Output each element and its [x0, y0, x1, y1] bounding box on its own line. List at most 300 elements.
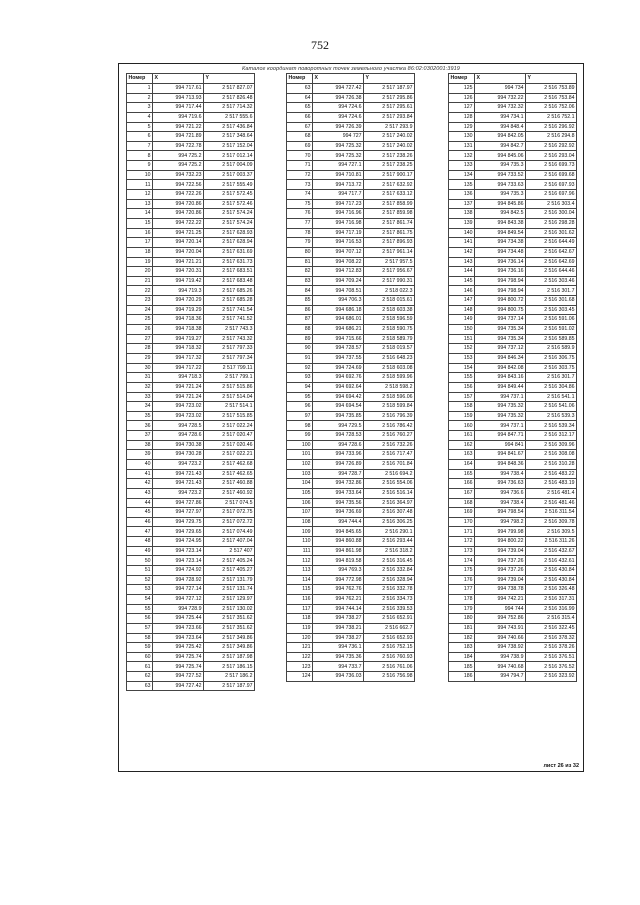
point-number: 50	[127, 556, 153, 566]
table-row	[127, 498, 255, 508]
y-coordinate: 2 516 311.54	[526, 508, 577, 518]
table-row	[287, 286, 415, 296]
column-header-y: Y	[526, 74, 577, 84]
table-row	[127, 286, 255, 296]
table-row	[449, 257, 577, 267]
y-coordinate: 2 517 349.86	[204, 633, 255, 643]
y-coordinate: 2 517 631.69	[204, 247, 255, 257]
x-coordinate: 994 718.32	[153, 344, 204, 354]
point-number: 81	[287, 257, 313, 267]
table-row	[449, 190, 577, 200]
table-row	[127, 440, 255, 450]
table-row	[449, 498, 577, 508]
x-coordinate: 994 736.6	[475, 488, 526, 498]
y-coordinate: 2 517 900.17	[364, 170, 415, 180]
column-header-number: Номер	[127, 74, 153, 84]
x-coordinate: 994 717.22	[153, 363, 204, 373]
table-row	[287, 402, 415, 412]
x-coordinate: 994 725.42	[153, 643, 204, 653]
y-coordinate: 2 517 990.31	[364, 276, 415, 286]
point-number: 62	[127, 672, 153, 682]
y-coordinate: 2 517 129.97	[204, 594, 255, 604]
point-number: 172	[449, 537, 475, 547]
point-number: 22	[127, 286, 153, 296]
table-row	[287, 604, 415, 614]
x-coordinate: 994 738.21	[313, 623, 364, 633]
table-row	[449, 575, 577, 585]
point-number: 117	[287, 604, 313, 614]
point-number: 178	[449, 594, 475, 604]
y-coordinate: 2 516 318.2	[364, 546, 415, 556]
x-coordinate: 994 725.74	[153, 662, 204, 672]
x-coordinate: 994 740.66	[475, 633, 526, 643]
y-coordinate: 2 517 683.51	[204, 267, 255, 277]
y-coordinate: 2 516 432.67	[526, 546, 577, 556]
x-coordinate: 994 730.38	[153, 440, 204, 450]
x-coordinate: 994 735.3	[475, 190, 526, 200]
x-coordinate: 994 723.14	[153, 556, 204, 566]
y-coordinate: 2 516 310.28	[526, 459, 577, 469]
y-coordinate: 2 517 351.62	[204, 614, 255, 624]
table-row	[127, 373, 255, 383]
table-row	[449, 276, 577, 286]
point-number: 36	[127, 421, 153, 431]
point-number: 70	[287, 151, 313, 161]
point-number: 7	[127, 141, 153, 151]
y-coordinate: 2 518 022.3	[364, 286, 415, 296]
point-number: 69	[287, 141, 313, 151]
x-coordinate: 994 710.81	[313, 170, 364, 180]
point-number: 183	[449, 643, 475, 653]
y-coordinate: 2 516 301.62	[526, 228, 577, 238]
x-coordinate: 994 729.65	[153, 527, 204, 537]
point-number: 91	[287, 353, 313, 363]
sheet-label: лист 26 из 32	[543, 763, 579, 769]
x-coordinate: 994 727.97	[153, 508, 204, 518]
x-coordinate: 994 735.34	[475, 325, 526, 335]
y-coordinate: 2 516 701.84	[364, 459, 415, 469]
y-coordinate: 2 517 628.94	[204, 238, 255, 248]
x-coordinate: 994 737.1	[475, 421, 526, 431]
table-row	[127, 672, 255, 682]
y-coordinate: 2 516 541.06	[526, 402, 577, 412]
point-number: 102	[287, 459, 313, 469]
y-coordinate: 2 517 896.93	[364, 238, 415, 248]
point-number: 164	[449, 459, 475, 469]
point-number: 48	[127, 537, 153, 547]
x-coordinate: 994 732.23	[153, 170, 204, 180]
x-coordinate: 994 722.26	[153, 190, 204, 200]
table-row	[287, 392, 415, 402]
point-number: 32	[127, 382, 153, 392]
y-coordinate: 2 516 432.61	[526, 556, 577, 566]
table-header-row	[287, 74, 415, 84]
y-coordinate: 2 517 956.67	[364, 267, 415, 277]
x-coordinate: 994 727.86	[153, 498, 204, 508]
y-coordinate: 2 517 020.46	[204, 440, 255, 450]
table-row	[127, 392, 255, 402]
table-row	[127, 623, 255, 633]
x-coordinate: 994 686.21	[313, 325, 364, 335]
table-row	[449, 103, 577, 113]
x-coordinate: 994 800.75	[475, 305, 526, 315]
y-coordinate: 2 517 572.45	[204, 190, 255, 200]
y-coordinate: 2 518 019.57	[364, 344, 415, 354]
point-number: 180	[449, 614, 475, 624]
table-row	[287, 527, 415, 537]
table-row	[127, 450, 255, 460]
coordinate-table	[448, 73, 577, 682]
table-row	[127, 681, 255, 691]
point-number: 65	[287, 103, 313, 113]
table-row	[449, 652, 577, 662]
y-coordinate: 2 516 326.48	[526, 585, 577, 595]
y-coordinate: 2 516 752.1	[526, 112, 577, 122]
x-coordinate: 994 722.56	[153, 180, 204, 190]
table-row	[127, 238, 255, 248]
y-coordinate: 2 517 827.07	[204, 84, 255, 94]
point-number: 74	[287, 190, 313, 200]
y-coordinate: 2 516 642.67	[526, 247, 577, 257]
x-coordinate: 994 725.74	[153, 652, 204, 662]
y-coordinate: 2 516 293.04	[526, 151, 577, 161]
table-row	[449, 517, 577, 527]
table-row	[287, 325, 415, 335]
y-coordinate: 2 516 298.28	[526, 218, 577, 228]
y-coordinate: 2 516 430.84	[526, 566, 577, 576]
table-row	[449, 546, 577, 556]
x-coordinate: 994 730.28	[153, 450, 204, 460]
point-number: 30	[127, 363, 153, 373]
point-number: 34	[127, 402, 153, 412]
x-coordinate: 994 744.14	[313, 604, 364, 614]
point-number: 141	[449, 238, 475, 248]
table-row	[127, 103, 255, 113]
x-coordinate: 994 717.19	[313, 228, 364, 238]
x-coordinate: 994 843.38	[475, 218, 526, 228]
point-number: 2	[127, 93, 153, 103]
point-number: 185	[449, 662, 475, 672]
x-coordinate: 994 798.94	[475, 276, 526, 286]
y-coordinate: 2 517 405.27	[204, 566, 255, 576]
table-row	[287, 479, 415, 489]
table-row	[449, 209, 577, 219]
table-row	[127, 199, 255, 209]
y-coordinate: 2 516 303.46	[526, 276, 577, 286]
point-number: 11	[127, 180, 153, 190]
y-coordinate: 2 517 555.6	[204, 112, 255, 122]
table-row	[127, 508, 255, 518]
x-coordinate: 994 723.02	[153, 411, 204, 421]
point-number: 8	[127, 151, 153, 161]
x-coordinate: 994 744.4	[313, 517, 364, 527]
y-coordinate: 2 517 826.48	[204, 93, 255, 103]
x-coordinate: 994 725.44	[153, 614, 204, 624]
x-coordinate: 994 724.92	[153, 566, 204, 576]
point-number: 135	[449, 180, 475, 190]
table-row	[287, 267, 415, 277]
y-coordinate: 2 517 514.1	[204, 402, 255, 412]
y-coordinate: 2 516 296.92	[526, 122, 577, 132]
y-coordinate: 2 516 309.96	[526, 440, 577, 450]
x-coordinate: 994 762.21	[313, 594, 364, 604]
x-coordinate: 994 842.08	[475, 363, 526, 373]
table-row	[287, 228, 415, 238]
table-row	[127, 411, 255, 421]
y-coordinate: 2 517 741.54	[204, 305, 255, 315]
x-coordinate: 994 737.26	[475, 566, 526, 576]
y-coordinate: 2 516 316.45	[364, 556, 415, 566]
point-number: 67	[287, 122, 313, 132]
point-number: 64	[287, 93, 313, 103]
table-row	[127, 305, 255, 315]
y-coordinate: 2 516 752.06	[526, 103, 577, 113]
x-coordinate: 994 723.02	[153, 402, 204, 412]
page-number: 752	[311, 38, 329, 52]
y-coordinate: 2 518 590.75	[364, 325, 415, 335]
column-header-x: X	[313, 74, 364, 84]
x-coordinate: 994 723.66	[153, 623, 204, 633]
table-row	[287, 315, 415, 325]
table-row	[127, 141, 255, 151]
y-coordinate: 2 516 732.26	[364, 440, 415, 450]
point-number: 182	[449, 633, 475, 643]
x-coordinate: 994 740.68	[475, 662, 526, 672]
y-coordinate: 2 517 405.24	[204, 556, 255, 566]
x-coordinate: 994 769.3	[313, 566, 364, 576]
y-coordinate: 2 518 599.96	[364, 373, 415, 383]
table-row	[449, 373, 577, 383]
point-number: 145	[449, 276, 475, 286]
x-coordinate: 994 723.2	[153, 488, 204, 498]
point-number: 137	[449, 199, 475, 209]
x-coordinate: 994 728.6	[313, 440, 364, 450]
point-number: 112	[287, 556, 313, 566]
y-coordinate: 2 517 003.37	[204, 170, 255, 180]
column-header-y: Y	[204, 74, 255, 84]
point-number: 130	[449, 132, 475, 142]
y-coordinate: 2 516 376.52	[526, 662, 577, 672]
x-coordinate: 994 722.78	[153, 141, 204, 151]
table-row	[127, 132, 255, 142]
x-coordinate: 994 735.32	[475, 402, 526, 412]
x-coordinate: 994 725.32	[313, 151, 364, 161]
table-row	[287, 132, 415, 142]
table-row	[449, 334, 577, 344]
table-row	[127, 315, 255, 325]
table-header-row	[449, 74, 577, 84]
y-coordinate: 2 516 644.49	[526, 238, 577, 248]
point-number: 28	[127, 344, 153, 354]
point-number: 33	[127, 392, 153, 402]
x-coordinate: 994 716.96	[313, 209, 364, 219]
x-coordinate: 994 721.24	[153, 382, 204, 392]
x-coordinate: 994 727.12	[153, 594, 204, 604]
x-coordinate: 994 717.44	[153, 103, 204, 113]
y-coordinate: 2 517 628.93	[204, 228, 255, 238]
x-coordinate: 994 847.71	[475, 431, 526, 441]
y-coordinate: 2 516 717.47	[364, 450, 415, 460]
y-coordinate: 2 516 334.73	[364, 594, 415, 604]
table-row	[127, 151, 255, 161]
x-coordinate: 994 743.91	[475, 623, 526, 633]
table-row	[127, 604, 255, 614]
point-number: 72	[287, 170, 313, 180]
y-coordinate: 2 516 786.42	[364, 421, 415, 431]
y-coordinate: 2 517 131.74	[204, 585, 255, 595]
x-coordinate: 994 735.85	[313, 411, 364, 421]
y-coordinate: 2 517 349.86	[204, 643, 255, 653]
x-coordinate: 994 735.34	[475, 334, 526, 344]
y-coordinate: 2 517 462.68	[204, 459, 255, 469]
y-coordinate: 2 516 309.5	[526, 527, 577, 537]
point-number: 52	[127, 575, 153, 585]
table-row	[449, 296, 577, 306]
table-row	[287, 546, 415, 556]
point-number: 6	[127, 132, 153, 142]
coordinate-table	[126, 73, 255, 691]
point-number: 55	[127, 604, 153, 614]
point-number: 118	[287, 614, 313, 624]
point-number: 181	[449, 623, 475, 633]
table-row	[449, 604, 577, 614]
y-coordinate: 2 516 304.86	[526, 382, 577, 392]
x-coordinate: 994 841.67	[475, 450, 526, 460]
y-coordinate: 2 516 756.98	[364, 672, 415, 682]
x-coordinate: 994 721.43	[153, 479, 204, 489]
point-number: 125	[449, 84, 475, 94]
table-row	[449, 325, 577, 335]
x-coordinate: 994 846.34	[475, 353, 526, 363]
table-row	[287, 623, 415, 633]
table-row	[287, 238, 415, 248]
y-coordinate: 2 517 515.85	[204, 411, 255, 421]
y-coordinate: 2 518 589.79	[364, 334, 415, 344]
y-coordinate: 2 516 306.25	[364, 517, 415, 527]
y-coordinate: 2 517 020.47	[204, 431, 255, 441]
table-row	[449, 440, 577, 450]
point-number: 157	[449, 392, 475, 402]
table-row	[449, 623, 577, 633]
point-number: 176	[449, 575, 475, 585]
table-row	[449, 363, 577, 373]
table-row	[449, 305, 577, 315]
table-row	[287, 199, 415, 209]
x-coordinate: 994 762.76	[313, 585, 364, 595]
point-number: 96	[287, 402, 313, 412]
x-coordinate: 994 725.2	[153, 151, 204, 161]
point-number: 103	[287, 469, 313, 479]
point-number: 153	[449, 353, 475, 363]
x-coordinate: 994 732.32	[475, 103, 526, 113]
y-coordinate: 2 516 516.14	[364, 488, 415, 498]
y-coordinate: 2 516 539.34	[526, 421, 577, 431]
y-coordinate: 2 517 012.14	[204, 151, 255, 161]
point-number: 80	[287, 247, 313, 257]
coordinate-table-part-1	[126, 73, 254, 691]
table-row	[287, 517, 415, 527]
point-number: 46	[127, 517, 153, 527]
table-row	[127, 643, 255, 653]
point-number: 151	[449, 334, 475, 344]
point-number: 154	[449, 363, 475, 373]
x-coordinate: 994 719.42	[153, 276, 204, 286]
table-row	[287, 556, 415, 566]
table-row	[127, 652, 255, 662]
coordinate-table-part-2	[286, 73, 414, 682]
y-coordinate: 2 517 957.5	[364, 257, 415, 267]
y-coordinate: 2 516 589.9	[526, 344, 577, 354]
y-coordinate: 2 516 796.39	[364, 411, 415, 421]
table-row	[127, 209, 255, 219]
table-row	[449, 672, 577, 682]
y-coordinate: 2 517 407.04	[204, 537, 255, 547]
x-coordinate: 994 736.69	[313, 508, 364, 518]
point-number: 147	[449, 296, 475, 306]
table-row	[287, 459, 415, 469]
point-number: 165	[449, 469, 475, 479]
y-coordinate: 2 516 312.17	[526, 431, 577, 441]
x-coordinate: 994 720.86	[153, 199, 204, 209]
x-coordinate: 994 737.1	[475, 392, 526, 402]
y-coordinate: 2 516 322.45	[526, 623, 577, 633]
x-coordinate: 994 738.4	[475, 498, 526, 508]
point-number: 1	[127, 84, 153, 94]
point-number: 98	[287, 421, 313, 431]
table-row	[287, 373, 415, 383]
x-coordinate: 994 721.24	[153, 392, 204, 402]
table-row	[127, 469, 255, 479]
y-coordinate: 2 517 407	[204, 546, 255, 556]
y-coordinate: 2 516 541.1	[526, 392, 577, 402]
table-row	[287, 614, 415, 624]
y-coordinate: 2 516 300.04	[526, 209, 577, 219]
y-coordinate: 2 517 743.3	[204, 325, 255, 335]
y-coordinate: 2 516 760.27	[364, 431, 415, 441]
table-row	[127, 517, 255, 527]
coordinate-table-part-3	[448, 73, 576, 682]
point-number: 87	[287, 315, 313, 325]
x-coordinate: 994 845.06	[475, 151, 526, 161]
y-coordinate: 2 518 603.38	[364, 305, 415, 315]
x-coordinate: 994 739.04	[475, 575, 526, 585]
x-coordinate: 994 725.2	[153, 161, 204, 171]
y-coordinate: 2 518 598.2	[364, 382, 415, 392]
y-coordinate: 2 517 295.61	[364, 103, 415, 113]
x-coordinate: 994 737.14	[475, 315, 526, 325]
point-number: 29	[127, 353, 153, 363]
x-coordinate: 994 733.64	[313, 488, 364, 498]
point-number: 63	[287, 84, 313, 94]
x-coordinate: 994 713.93	[153, 93, 204, 103]
table-row	[287, 257, 415, 267]
point-number: 24	[127, 305, 153, 315]
table-row	[127, 382, 255, 392]
table-row	[127, 537, 255, 547]
point-number: 146	[449, 286, 475, 296]
table-row	[287, 643, 415, 653]
y-coordinate: 2 517 683.48	[204, 276, 255, 286]
x-coordinate: 994 737.26	[475, 556, 526, 566]
point-number: 158	[449, 402, 475, 412]
point-number: 23	[127, 296, 153, 306]
point-number: 43	[127, 488, 153, 498]
y-coordinate: 2 517 859.98	[364, 209, 415, 219]
point-number: 121	[287, 643, 313, 653]
x-coordinate: 994 845.86	[475, 199, 526, 209]
x-coordinate: 994 736.63	[475, 479, 526, 489]
point-number: 138	[449, 209, 475, 219]
